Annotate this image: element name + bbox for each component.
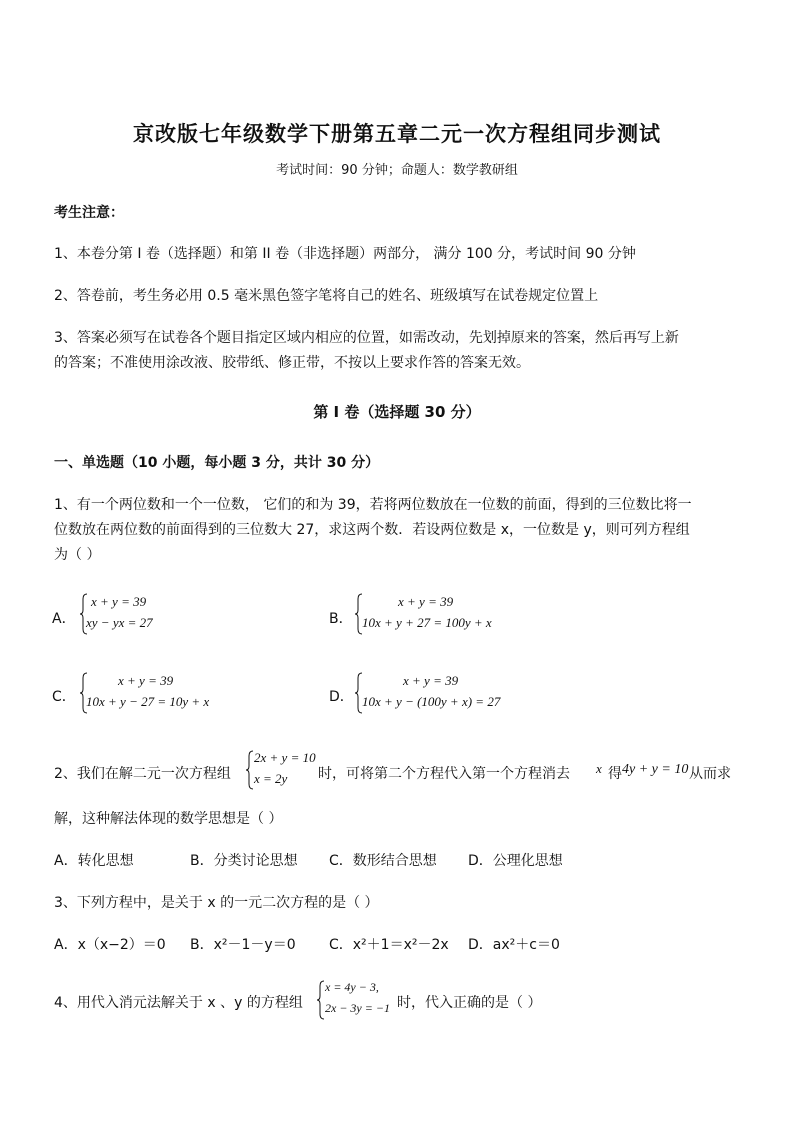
q1-option-c-eq2: 10x + y − 27 = 10y + x [86,694,210,709]
q1-option-d-eq1: x + y = 39 [403,673,459,688]
q2-option-a: A．转化思想 [54,853,134,869]
q4-system [317,980,407,1020]
q1-option-a-system [80,593,280,635]
q2-suffix: 从而求 [689,766,731,782]
q1-option-d-system [355,672,555,714]
q2-line-2: 解，这种解法体现的数学思想是（ ） [54,811,283,827]
q2-result: 4y + y = 10 [622,762,689,777]
q2-system [246,750,326,790]
q2-option-c: C．数形结合思想 [329,853,437,869]
q3-stem: 3、下列方程中，是关于 x 的一元二次方程的是（ ） [54,895,379,911]
q3-option-d: D．ax²＋c＝0 [468,937,560,953]
q1-line-3: 为（ ） [54,547,101,563]
q2-de: 得 [608,766,622,782]
q1-option-a-eq1: x + y = 39 [91,594,147,609]
q1-option-d-eq2: 10x + y − (100y + x) = 27 [362,694,501,709]
q4-prefix: 4、用代入消元法解关于 x 、y 的方程组 [54,995,303,1011]
q3-option-c: C．x²＋1＝x²－2x [329,937,449,953]
section-title: 第 I 卷（选择题 30 分） [313,403,481,421]
notice-item-2: 2、答卷前，考生务必用 0.5 毫米黑色签字笔将自己的姓名、班级填写在试卷规定位置上 [54,288,599,304]
q1-option-b-eq2: 10x + y + 27 = 100y + x [362,615,492,630]
q1-option-c-system [80,672,280,714]
exam-subtitle: 考试时间：90 分钟；命题人：数学教研组 [276,163,518,178]
notice-item-3-cont: 的答案；不准使用涂改液、胶带纸、修正带，不按以上要求作答的答案无效。 [54,355,530,371]
q1-line-1: 1、有一个两位数和一个一位数， 它们的和为 39，若将两位数放在一位数的前面，得到的三位数比将一 [54,497,692,513]
q1-line-2: 位数放在两位数的前面得到的三位数大 27，求这两个数．若设两位数是 x，一位数是 y，则可列方程组 [54,522,690,538]
q2-prefix: 2、我们在解二元一次方程组 [54,766,231,782]
q2-eq1: 2x + y = 10 [254,750,316,765]
part-heading: 一、单选题（10 小题，每小题 3 分，共计 30 分） [54,455,380,471]
q1-option-d-label: D． [329,689,354,705]
notice-item-3: 3、答案必须写在试卷各个题目指定区域内相应的位置，如需改动，先划掉原来的答案，然后再写上新 [54,330,679,346]
brace-icon [246,750,254,790]
q2-middle: 时，可将第二个方程代入第一个方程消去 [318,766,570,782]
q1-option-b-label: B． [329,611,353,627]
q1-option-b-eq1: x + y = 39 [398,594,454,609]
q3-option-b: B．x²－1－y＝0 [190,937,296,953]
q2-option-d: D．公理化思想 [468,853,563,869]
q4-eq2: 2x − 3y = −1 [325,1001,390,1015]
q1-option-a-label: A． [52,611,76,627]
q2-option-b: B．分类讨论思想 [190,853,298,869]
q3-option-a: A．x（x−2）＝0 [54,937,166,953]
q1-option-a-eq2: xy − yx = 27 [86,615,153,630]
brace-icon [317,980,325,1020]
q1-option-c-label: C． [52,689,76,705]
exam-title: 京改版七年级数学下册第五章二元一次方程组同步测试 [133,121,661,146]
q4-suffix: 时，代入正确的是（ ） [397,995,542,1011]
notice-item-1: 1、本卷分第 I 卷（选择题）和第 II 卷（非选择题）两部分， 满分 100 分，考试时间 90 分钟 [54,246,636,262]
q1-option-b-system [355,593,555,635]
q2-var: x [596,761,602,776]
q1-option-c-eq1: x + y = 39 [118,673,174,688]
q2-eq2: x = 2y [254,771,288,786]
q4-eq1: x = 4y − 3, [325,980,379,994]
notice-heading: 考生注意： [54,205,124,221]
